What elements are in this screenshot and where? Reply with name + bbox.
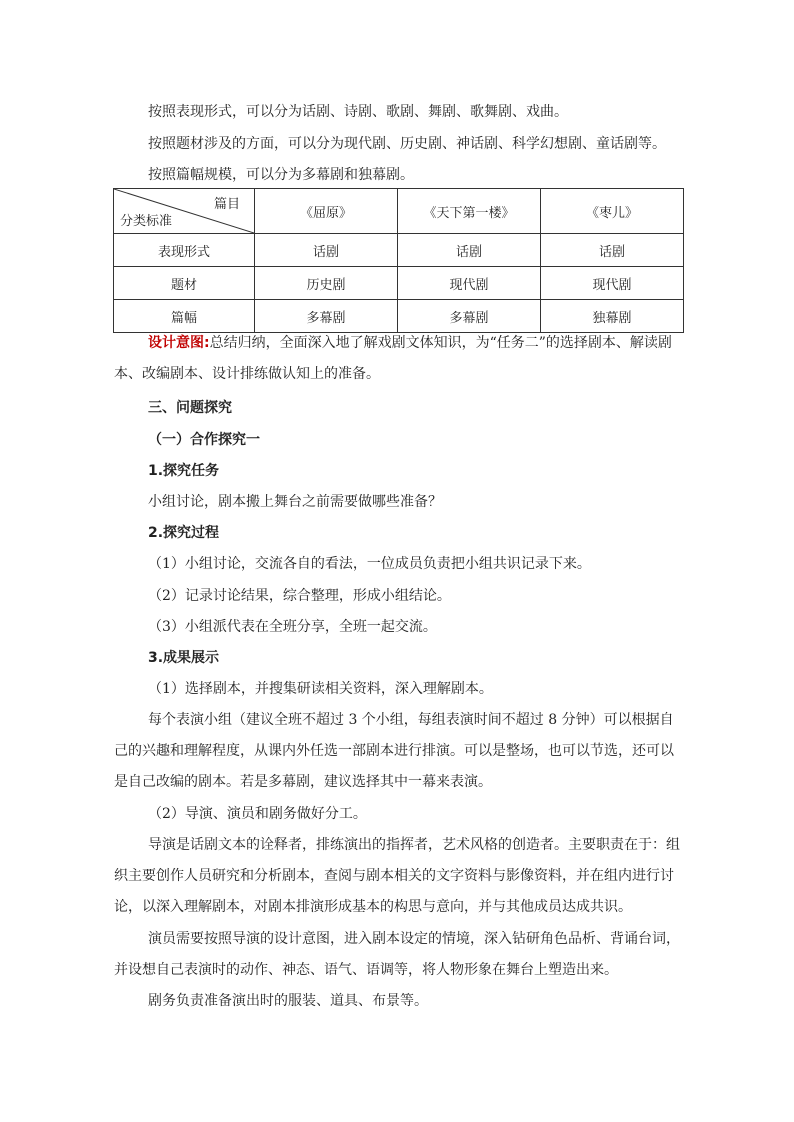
table-cell: 话剧 xyxy=(255,234,398,267)
column-header: 《天下第一楼》 xyxy=(398,189,541,234)
result-item: （2）导演、演员和剧务做好分工。 xyxy=(148,806,367,822)
row-label: 篇幅 xyxy=(114,300,255,333)
column-header: 《屈原》 xyxy=(255,189,398,234)
heading-process: 2.探究过程 xyxy=(148,525,220,541)
table-cell: 话剧 xyxy=(398,234,541,267)
paragraph-stagecrew: 剧务负责准备演出时的服装、道具、布景等。 xyxy=(148,993,428,1009)
design-intent-paragraph xyxy=(114,328,684,390)
design-intent-text: 总结归纳，全面深入地了解戏剧文体知识，为“任务二”的选择剧本、解读剧本、改编剧本、设计排练做认知上的准备。 xyxy=(114,335,672,382)
classification-table xyxy=(113,188,684,333)
table-cell: 多幕剧 xyxy=(255,300,398,333)
heading-results: 3.成果展示 xyxy=(148,650,220,666)
paragraph-actors: 演员需要按照导演的设计意图，进入剧本设定的情境，深入钻研角色品析、背诵台词，并设想自己表演时的动作、神态、语气、语调等，将人物形象在舞台上塑造出来。 xyxy=(114,931,680,978)
corner-label-title: 篇目 xyxy=(213,197,240,212)
column-header: 《枣儿》 xyxy=(541,189,684,234)
subsection-heading: （一）合作探究一 xyxy=(148,432,260,448)
table-cell: 历史剧 xyxy=(255,267,398,300)
table-cell: 话剧 xyxy=(541,234,684,267)
table-cell: 现代剧 xyxy=(398,267,541,300)
intro-line-form: 按照表现形式，可以分为话剧、诗剧、歌剧、舞剧、歌舞剧、戏曲。 xyxy=(148,104,568,120)
design-intent-label: 设计意图: xyxy=(148,335,210,351)
result-item: （1）选择剧本，并搜集研读相关资料，深入理解剧本。 xyxy=(148,681,493,697)
table-row xyxy=(114,267,684,300)
task-text: 小组讨论，剧本搬上舞台之前需要做哪些准备？ xyxy=(148,494,442,510)
process-step: （1）小组讨论，交流各自的看法，一位成员负责把小组共识记录下来。 xyxy=(148,556,591,572)
process-step: （2）记录讨论结果，综合整理，形成小组结论。 xyxy=(148,588,451,604)
table-cell: 多幕剧 xyxy=(398,300,541,333)
row-label: 表现形式 xyxy=(114,234,255,267)
table-cell: 现代剧 xyxy=(541,267,684,300)
table-header-row xyxy=(114,189,684,234)
row-label: 题材 xyxy=(114,267,255,300)
heading-task: 1.探究任务 xyxy=(148,463,220,479)
process-step: （3）小组派代表在全班分享，全班一起交流。 xyxy=(148,619,437,635)
paragraph-groups: 每个表演小组（建议全班不超过 3 个小组，每组表演时间不超过 8 分钟）可以根据自己的兴趣和理解程度，从课内外任选一部剧本进行排演。可以是整场，也可以节选，还可以是自己改编的剧本。若是多幕剧，建议选择其中一幕来表演。 xyxy=(114,712,674,790)
table-row xyxy=(114,234,684,267)
paragraph-director: 导演是话剧文本的诠释者，排练演出的指挥者，艺术风格的创造者。主要职责在于：组织主要创作人员研究和分析剧本，查阅与剧本相关的文字资料与影像资料，并在组内进行讨论，以深入理解剧本，对剧本排演形成基本的构思与意向，并与其他成员达成共识。 xyxy=(114,837,680,915)
intro-line-subject: 按照题材涉及的方面，可以分为现代剧、历史剧、神话剧、科学幻想剧、童话剧等。 xyxy=(148,136,666,152)
intro-line-length: 按照篇幅规模，可以分为多幕剧和独幕剧。 xyxy=(148,167,414,183)
section-heading: 三、问题探究 xyxy=(148,400,232,416)
table-corner-cell xyxy=(114,189,255,234)
corner-label-criterion: 分类标准 xyxy=(120,214,173,229)
table-cell: 独幕剧 xyxy=(541,300,684,333)
